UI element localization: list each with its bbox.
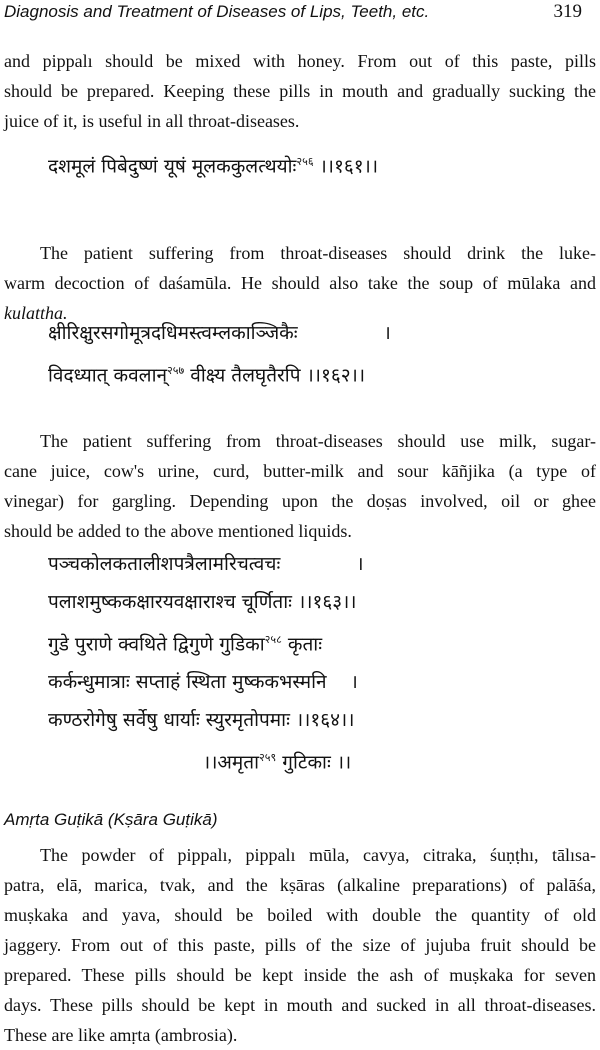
paragraph-pills-honey: [4, 46, 596, 136]
verse-number: ।।१६४।।: [295, 709, 355, 732]
paragraph-line: prepared. These pills should be kept inside the ash of muṣkaka for seven: [4, 965, 596, 985]
verse-colophon: ।।अमृता: [203, 751, 260, 774]
running-header-title: Diagnosis and Treatment of Diseases of Lips, Teeth, etc.: [4, 2, 430, 21]
verse-163-164: [48, 545, 364, 782]
verse-danda: ।: [383, 322, 391, 344]
verse-text: विदध्यात् कवलान्: [48, 364, 168, 387]
page-number: 319: [553, 1, 582, 22]
footnote-ref: २५७: [167, 364, 185, 377]
verse-text: पञ्चकोलकतालीशपत्रैलामरिचत्वचः: [48, 553, 281, 575]
footnote-ref: २५९: [259, 751, 277, 765]
paragraph-line: patra, elā, marica, tvak, and the kṣāras (alkaline preparations) of palāśa,: [4, 875, 596, 895]
paragraph-amrta-gutika: [4, 840, 596, 1050]
paragraph-gargling: [4, 426, 596, 546]
paragraph-line: kulattha.: [4, 303, 68, 323]
paragraph-line: should be prepared. Keeping these pills in mouth and gradually sucking the: [4, 81, 596, 101]
verse-text: कृताः: [287, 633, 323, 656]
paragraph-line: jaggery. From out of this paste, pills of the size of jujuba fruit should be: [4, 935, 596, 955]
verse-162: [48, 314, 391, 394]
verse-text: गुडे पुराणे क्वथिते द्विगुणे गुडिका: [48, 633, 265, 656]
verse-text: कण्ठरोगेषु सर्वेषु धार्याः स्युरमृतोपमाः: [48, 709, 290, 732]
verse-number: ।।१६२।।: [306, 364, 366, 387]
verse-number: ।।१६३।।: [298, 591, 357, 613]
section-heading: Amṛta Guṭikā (Kṣāra Guṭikā): [4, 810, 218, 829]
verse-text: कर्कन्धुमात्राः सप्ताहं स्थिता मुष्ककभस्मनि: [48, 671, 327, 694]
verse-text: क्षीरिक्षुरसगोमूत्रदधिमस्त्वम्लकाञ्जिकैः: [48, 322, 298, 344]
paragraph-line: The powder of pippalı, pippalı mūla, cavya, citraka, śuṇṭhı, tālısa-: [40, 845, 596, 865]
verse-text: वीक्ष्य तैलघृतैरपि: [190, 364, 301, 387]
paragraph-line: cane juice, cow's urine, curd, butter-milk and sour kāñjika (a type of: [4, 461, 596, 481]
footnote-ref: २५८: [264, 633, 282, 646]
verse-danda: ।: [350, 671, 358, 694]
verse-text: दशमूलं पिबेदुष्णं यूषं मूलककुलत्थयोः: [48, 155, 297, 178]
verse-text: पलाशमुष्ककक्षारयवक्षाराश्च चूर्णिताः: [48, 591, 293, 613]
paragraph-line: juice of it, is useful in all throat-diseases.: [4, 111, 300, 131]
paragraph-line: muṣkaka and yava, should be boiled with double the quantity of old: [4, 905, 596, 925]
verse-number: ।।१६१।।: [319, 155, 379, 178]
footnote-ref: २५६: [296, 155, 314, 168]
paragraph-line: should be added to the above mentioned liquids.: [4, 521, 352, 541]
verse-161: [48, 143, 378, 185]
running-header: [4, 0, 582, 28]
verse-colophon: गुटिकाः ।।: [282, 751, 352, 774]
paragraph-line: warm decoction of daśamūla. He should also take the soup of mūlaka and: [4, 273, 596, 293]
paragraph-line: These are like amṛta (ambrosia).: [4, 1025, 238, 1045]
paragraph-line: days. These pills should be kept in mouth and sucked in all throat-diseases.: [4, 995, 596, 1015]
paragraph-line: and pippalı should be mixed with honey. From out of this paste, pills: [4, 51, 596, 71]
paragraph-line: The patient suffering from throat-diseases should drink the luke-: [40, 243, 596, 263]
paragraph-line: The patient suffering from throat-diseases should use milk, sugar-: [40, 431, 596, 451]
paragraph-line: vinegar) for gargling. Depending upon the doṣas involved, oil or ghee: [4, 491, 596, 511]
verse-danda: ।: [356, 553, 364, 575]
